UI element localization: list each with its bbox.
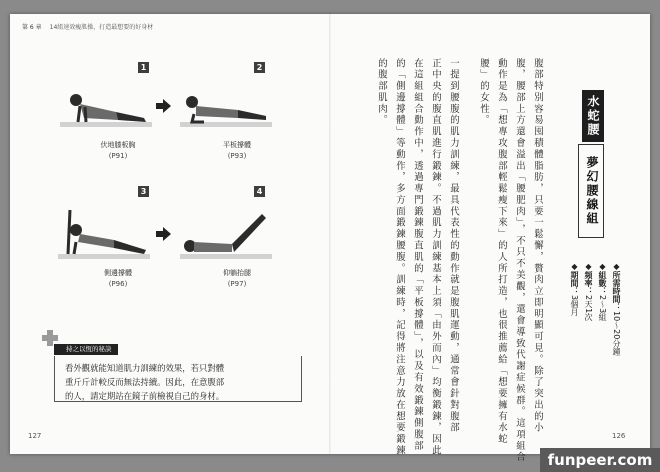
running-head-chapter: 第 6 章 (22, 24, 42, 31)
body-column: 的「側邊撐體」等動作，多方面鍛鍊腰腹。訓練時，記得將注意力放在想要鍛鍊 (394, 58, 405, 457)
meta-sets-label: 組數： (598, 271, 607, 295)
meta-period-value: 3個月 (570, 295, 579, 317)
meta-frequency-value: 2天1次 (584, 295, 593, 322)
pushup-illustration (58, 78, 154, 130)
body-column: 一提到腰腹的肌力訓練，最具代表性的動作就是腹肌運動，通常會針對腹部 (448, 58, 459, 434)
exercise-name-3: 側邊撐體 (104, 269, 132, 277)
meta-period: ◆期間：3個月 (570, 262, 579, 317)
plank-illustration (178, 78, 274, 130)
body-column: 腹部特別容易囤積體脂肪，只要一鬆懈，贅肉立即明顯可見。除了突出的小 (532, 58, 543, 434)
step-number-2: 2 (254, 62, 265, 73)
exercise-name-2: 平板撐體 (223, 141, 251, 149)
title-name: 夢幻腰線組 (578, 144, 604, 238)
body-column: 正中央的腹直肌進行鍛鍊。不過肌力訓練基本上須「由外而內」均衡鍛鍊，因此 (430, 58, 441, 457)
title-badge: 水蛇腰 (582, 90, 604, 142)
book-gutter (329, 14, 331, 454)
meta-time-label: 所需時間： (612, 271, 621, 311)
watermark: funpeer.com (540, 448, 660, 472)
body-column: 動作是為「想專攻腹部輕鬆瘦下來」的人所打造，也很推薦給「想要擁有水蛇 (496, 58, 507, 446)
meta-frequency-label: 頻率： (584, 271, 593, 295)
exercise-page-4: (P97) (227, 280, 247, 288)
body-column: 腹，腰部上方還會溢出「腰肥肉」，不只不美觀，還會導致代謝症候群。這項組合 (514, 58, 525, 464)
side-plank-illustration (56, 200, 152, 262)
leg-raise-illustration (178, 200, 274, 262)
exercise-name-4: 仰躺抬腿 (223, 269, 251, 277)
tip-tag: 持之以恆的秘訣 (54, 344, 118, 355)
meta-sets-value: 2～3組 (598, 295, 607, 322)
meta-period-label: 期間： (570, 271, 579, 295)
exercise-page-2: (P93) (227, 152, 247, 160)
tip-box (54, 344, 302, 402)
meta-frequency: ◆頻率：2天1次 (584, 262, 593, 322)
meta-time: ◆所需時間：10～20分鐘 (612, 262, 621, 356)
body-column: 的腹部肌肉。 (376, 58, 387, 127)
meta-time-value: 10～20分鐘 (612, 311, 621, 356)
running-head-title: 14組速效瘦肌操，打造最想要的好身材 (49, 24, 154, 31)
tip-line: 看外觀就能知道肌力訓練的效果，若只對體 (65, 363, 225, 373)
tip-line: 重斤斤計較反而無法持續。因此，在意腹部 (65, 377, 225, 387)
page-number-right: 126 (612, 432, 626, 440)
exercise-name-1: 伏地膝板胸 (100, 141, 136, 149)
step-number-3: 3 (138, 186, 149, 197)
step-number-4: 4 (254, 186, 265, 197)
body-column: 腰」的女性。 (478, 58, 489, 127)
running-head (22, 22, 153, 31)
tip-line: 的人，請定期站在鏡子前檢視自己的身材。 (65, 391, 225, 401)
step-number-1: 1 (138, 62, 149, 73)
exercise-page-3: (P96) (108, 280, 128, 288)
exercise-page-1: (P91) (108, 152, 128, 160)
page-number-left: 127 (28, 432, 42, 440)
tip-body (54, 356, 302, 402)
body-column: 在這組組合動作中，透過專門鍛鍊腹直肌的「平板撐體」，以及有效鍛鍊側腹部 (412, 58, 423, 452)
meta-sets: ◆組數：2～3組 (598, 262, 607, 322)
